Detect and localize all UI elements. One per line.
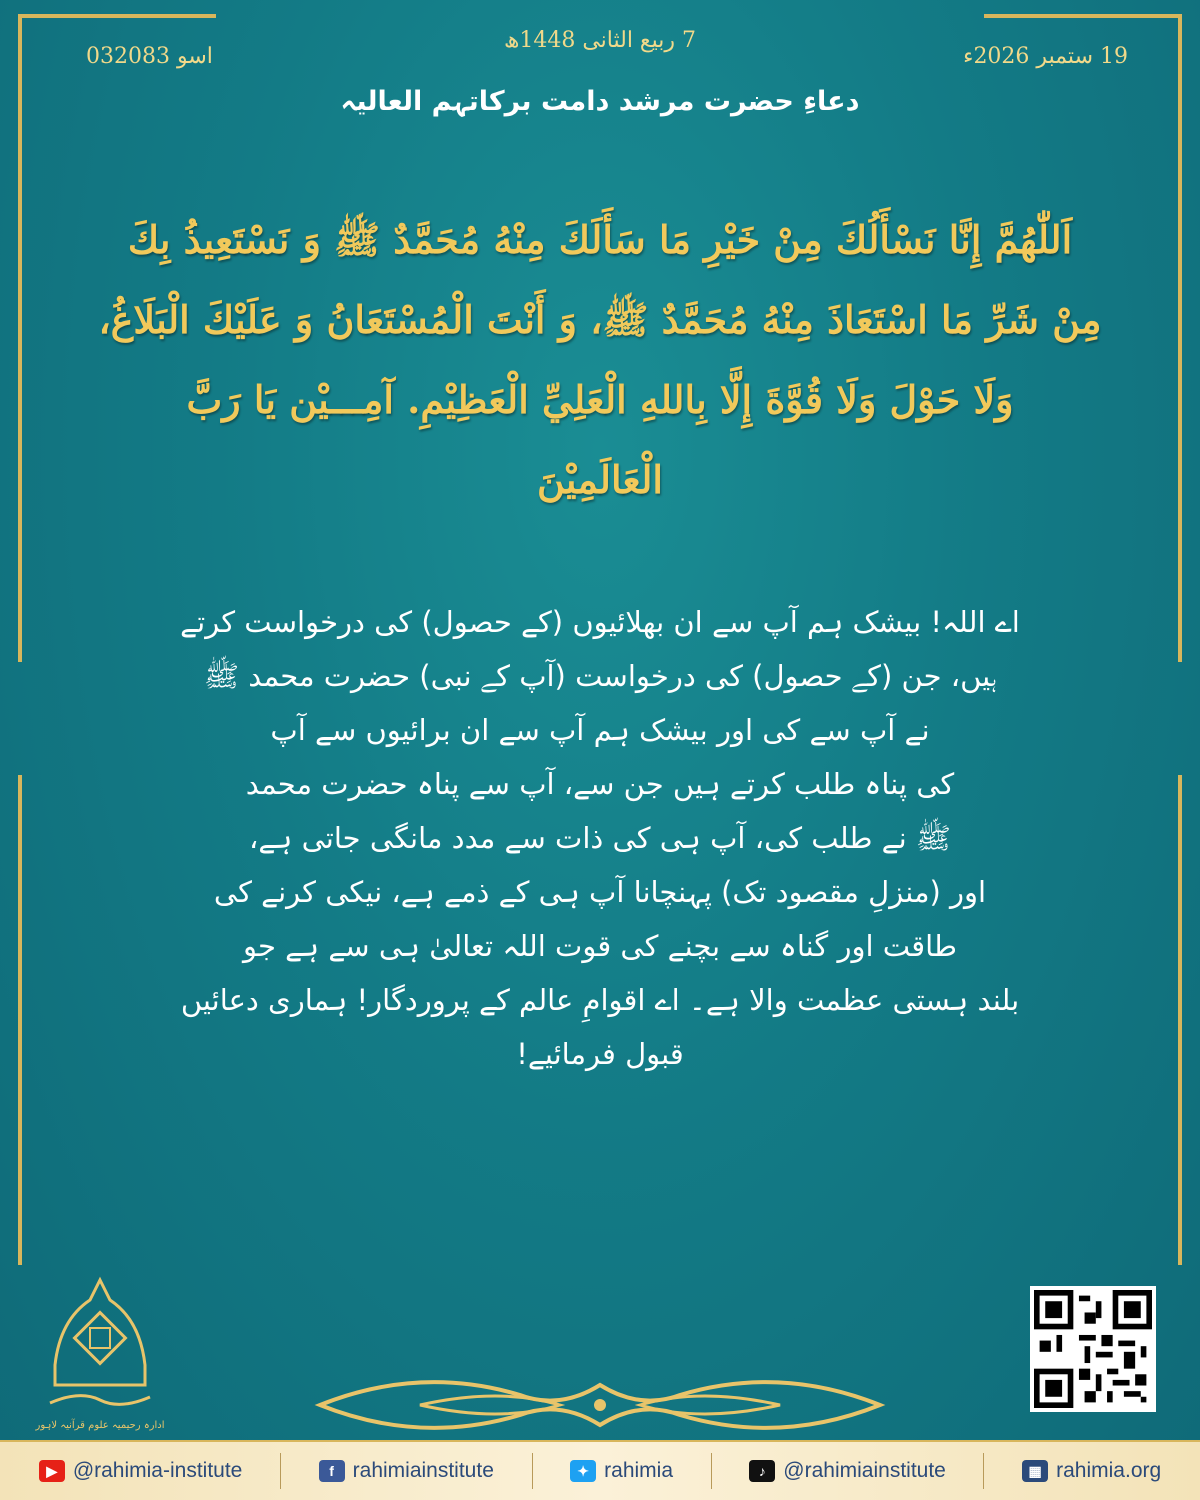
website-url: rahimia.org (1056, 1459, 1162, 1482)
youtube-handle: @rahimia-institute (72, 1459, 243, 1482)
arabic-dua (70, 200, 1130, 520)
bikrami-date: 03اسو 2083 (86, 44, 213, 69)
qr-code-icon (1034, 1290, 1152, 1408)
frame-top-left (18, 14, 216, 18)
youtube-link[interactable] (39, 1459, 243, 1483)
urdu-line: طاقت اور گناہ سے بچنے کی قوت اللہ تعالیٰ ہی سے ہے جو (242, 929, 957, 963)
urdu-line: ﷺ نے طلب کی، آپ ہی کی ذات سے مدد مانگی جاتی ہے، (249, 821, 951, 855)
footer-divider (532, 1453, 533, 1489)
frame-top-right (984, 14, 1182, 18)
twitter-link[interactable] (570, 1459, 673, 1483)
page-title: دعاءِ حضرت مرشد دامت برکاتہم العالیہ (340, 86, 860, 117)
frame-right-lower (1178, 775, 1182, 1265)
gregorian-date: 19 ستمبر 2026ء (963, 44, 1128, 69)
website-link[interactable] (1022, 1459, 1161, 1483)
frame-left-lower (18, 775, 22, 1265)
urdu-line: اور (منزلِ مقصود تک) پہنچانا آپ ہی کے ذمے ہے، نیکی کرنے کی (213, 875, 987, 909)
urdu-line: اے اللہ! بیشک ہم آپ سے ان بھلائیوں (کے حصول) کی درخواست کرتے (180, 605, 1020, 639)
tiktok-icon: ♪ (749, 1460, 775, 1482)
urdu-line: قبول فرمائیے! (516, 1037, 684, 1071)
footer-divider (983, 1453, 984, 1489)
footer-divider (711, 1453, 712, 1489)
social-footer (0, 1440, 1200, 1500)
rahimia-logo-icon (40, 1275, 160, 1435)
arabic-line: الْعَالَمِيْنَ (537, 457, 663, 502)
footer-divider (280, 1453, 281, 1489)
arabic-line: اَللّٰهُمَّ إِنَّا نَسْأَلُكَ مِنْ خَيْرِ مَا سَأَلَكَ مِنْهُ مُحَمَّدٌ ﷺ وَ نَسْتَعِيذُ بِكَ (127, 217, 1073, 262)
website-qr-icon: ▦ (1022, 1460, 1048, 1482)
logo-caption: ادارہ رحیمیہ علوم قرآنیہ لاہور (35, 1420, 165, 1431)
arabic-line: وَلَا حَوْلَ وَلَا قُوَّةَ إِلَّا بِاللهِ الْعَلِيِّ الْعَظِيْمِ. آمِـــيْن يَا رَبَّ (186, 377, 1014, 422)
ornament-divider (300, 1365, 900, 1445)
tiktok-handle: @rahimiainstitute (783, 1459, 946, 1482)
qr-code[interactable] (1030, 1286, 1156, 1412)
twitter-icon: ✦ (570, 1460, 596, 1482)
twitter-handle: rahimia (604, 1459, 674, 1482)
urdu-line: ہیں، جن (کے حصول) کی درخواست (آپ کے نبی) حضرت محمد ﷺ (203, 659, 997, 693)
urdu-line: بلند ہستی عظمت والا ہے۔ اے اقوامِ عالم کے پروردگار! ہماری دعائیں (180, 983, 1020, 1017)
urdu-line: کی پناہ طلب کرتے ہیں جن سے، آپ سے پناہ حضرت محمد (245, 767, 955, 801)
facebook-icon: f (319, 1460, 345, 1482)
youtube-icon: ▶ (39, 1460, 65, 1482)
facebook-link[interactable] (319, 1459, 494, 1483)
facebook-handle: rahimiainstitute (352, 1459, 494, 1482)
tiktok-link[interactable] (749, 1459, 946, 1483)
urdu-line: نے آپ سے کی اور بیشک ہم آپ سے ان برائیوں سے آپ (270, 713, 930, 747)
hijri-date: 7 ربیع الثانی 1448ھ (503, 28, 697, 53)
arabic-line: مِنْ شَرِّ مَا اسْتَعَاذَ مِنْهُ مُحَمَّدٌ ﷺ، وَ أَنْتَ الْمُسْتَعَانُ وَ عَلَيْكَ الْبَلَاغُ، (98, 297, 1102, 342)
urdu-translation (150, 595, 1050, 1081)
